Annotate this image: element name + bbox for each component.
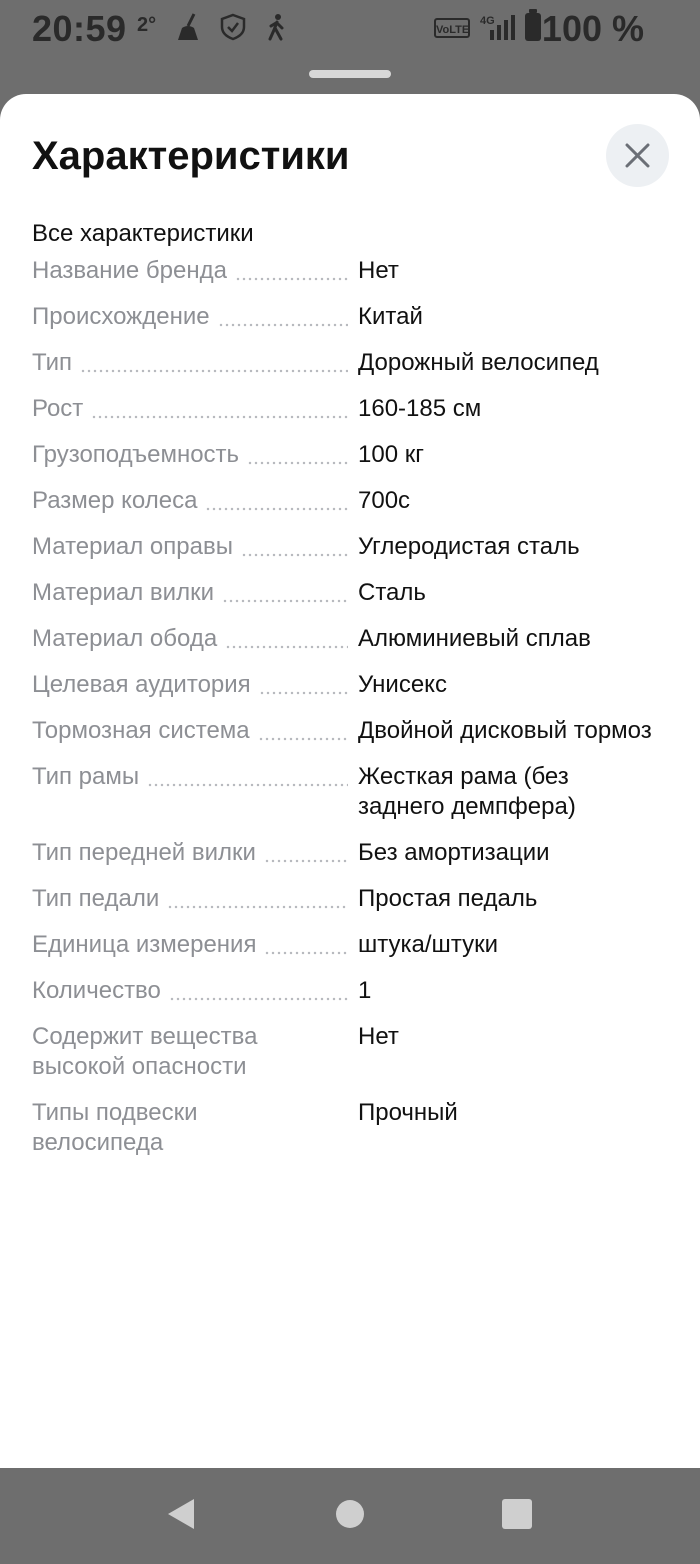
spec-row	[32, 302, 672, 332]
spec-row	[32, 884, 672, 914]
walking-person-icon	[262, 12, 292, 42]
spec-value: 1	[358, 977, 372, 1004]
spec-value: Углеродистая сталь	[358, 533, 580, 560]
section-title: Все характеристики	[32, 220, 254, 247]
dotted-leader	[80, 348, 348, 378]
spec-key: Количество	[32, 977, 161, 1004]
spec-key: Содержит вещества высокой опасности	[32, 1023, 258, 1080]
signal-icon	[480, 14, 520, 40]
volte-icon: VoLTE	[434, 18, 470, 38]
spec-key: Типы подвески велосипеда	[32, 1099, 198, 1156]
spec-value: 160-185 см	[358, 395, 482, 422]
spec-row	[32, 486, 672, 516]
spec-value: Унисекс	[358, 671, 447, 698]
spec-value: 100 кг	[358, 441, 424, 468]
nav-back-button[interactable]	[137, 1468, 227, 1561]
dotted-leader	[259, 670, 348, 700]
dotted-leader	[264, 930, 348, 960]
spec-row	[32, 1098, 672, 1158]
spec-key: Грузоподъемность	[32, 441, 240, 468]
dotted-leader	[91, 394, 348, 424]
dotted-leader	[169, 976, 348, 1006]
spec-key: Происхождение	[32, 303, 210, 330]
spec-key: Рост	[32, 395, 84, 422]
spec-row	[32, 930, 672, 960]
spec-key: Единица измерения	[32, 931, 257, 958]
spec-row	[32, 394, 672, 424]
spec-key: Размер колеса	[32, 487, 198, 514]
spec-row	[32, 716, 672, 746]
battery-icon	[525, 13, 541, 41]
spec-row	[32, 838, 672, 868]
spec-value: Жесткая рама (без заднего демпфера)	[358, 763, 576, 820]
network-type: 4G	[480, 15, 495, 27]
spec-value: Дорожный велосипед	[358, 349, 599, 376]
spec-key: Тип рамы	[32, 763, 140, 790]
spec-key: Материал обода	[32, 625, 218, 652]
status-bar	[0, 0, 700, 60]
spec-key: Название бренда	[32, 257, 227, 284]
spec-key: Тип педали	[32, 885, 160, 912]
spec-key: Тормозная система	[32, 717, 250, 744]
shield-icon	[218, 12, 248, 42]
home-icon	[305, 1468, 395, 1561]
spec-value: Простая педаль	[358, 885, 538, 912]
spec-row	[32, 532, 672, 562]
close-button[interactable]	[606, 124, 669, 187]
nav-recents-button[interactable]	[472, 1468, 562, 1561]
spec-row	[32, 256, 672, 286]
recents-icon	[472, 1468, 562, 1561]
spec-value: штука/штуки	[358, 931, 498, 958]
characteristics-sheet	[0, 94, 700, 1468]
spec-value: Двойной дисковый тормоз	[358, 717, 652, 744]
spec-value: Прочный	[358, 1099, 458, 1126]
broom-icon	[174, 12, 204, 42]
spec-row	[32, 976, 672, 1006]
spec-row	[32, 670, 672, 700]
spec-value: Нет	[358, 1023, 399, 1050]
spec-value: Без амортизации	[358, 839, 550, 866]
nav-home-button[interactable]	[305, 1468, 395, 1561]
page-title: Характеристики	[32, 134, 350, 178]
status-time: 20:59	[32, 8, 127, 49]
spec-value: Алюминиевый сплав	[358, 625, 591, 652]
spec-key: Тип передней вилки	[32, 839, 256, 866]
back-icon	[137, 1468, 227, 1561]
spec-key: Материал оправы	[32, 533, 233, 560]
sheet-drag-handle[interactable]	[309, 70, 391, 78]
status-temperature: 2°	[137, 14, 157, 36]
dotted-leader	[235, 256, 348, 286]
spec-row	[32, 624, 672, 654]
spec-value: Сталь	[358, 579, 426, 606]
dotted-leader	[264, 838, 348, 868]
spec-row	[32, 1022, 672, 1082]
spec-value: 700с	[358, 487, 411, 514]
navigation-bar	[0, 1468, 700, 1561]
dotted-leader	[205, 486, 348, 516]
spec-row	[32, 578, 672, 608]
dotted-leader	[167, 884, 348, 914]
spec-value: Нет	[358, 257, 399, 284]
dotted-leader	[147, 762, 348, 792]
dotted-leader	[225, 624, 348, 654]
spec-key: Тип	[32, 349, 73, 376]
close-icon	[623, 141, 652, 170]
dotted-leader	[222, 578, 348, 608]
spec-row	[32, 440, 672, 470]
spec-value: Китай	[358, 303, 423, 330]
spec-key: Целевая аудитория	[32, 671, 251, 698]
specs-list	[32, 256, 672, 1174]
spec-row	[32, 348, 672, 378]
dotted-leader	[241, 532, 348, 562]
dotted-leader	[247, 440, 348, 470]
spec-row	[32, 762, 672, 822]
battery-percent: 100 %	[541, 8, 644, 49]
spec-key: Материал вилки	[32, 579, 214, 606]
dotted-leader	[218, 302, 348, 332]
dotted-leader	[258, 716, 348, 746]
